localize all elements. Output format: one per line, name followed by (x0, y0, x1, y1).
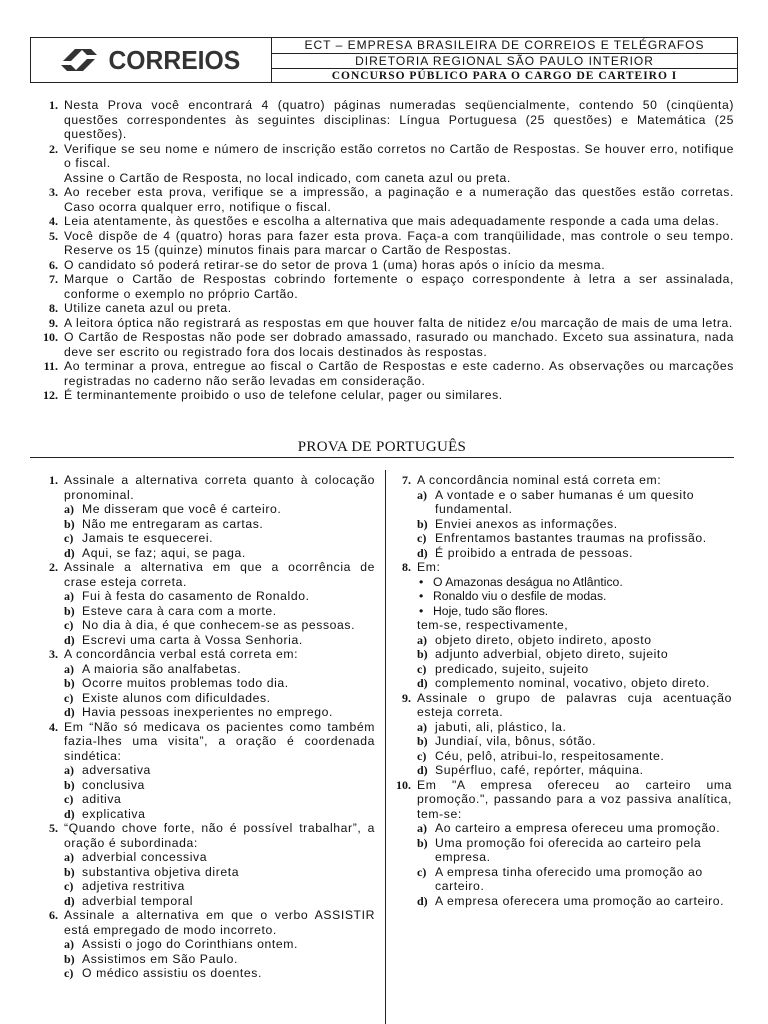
option-letter: a) (64, 502, 74, 516)
option-letter: b) (417, 516, 428, 531)
answer-option (383, 865, 732, 894)
option-text: Fui à festa do casamento de Ronaldo. (82, 589, 310, 603)
answer-option (30, 792, 375, 807)
question-number: 7. (402, 473, 411, 487)
option-text: Jamais te esquecerei. (82, 531, 214, 545)
option-text: Ocorre muitos problemas todo dia. (82, 676, 289, 690)
answer-option (383, 546, 732, 561)
instruction-text-line: Nesta Prova você encontrará 4 (quatro) páginas numeradas seqüencialmente, contendo 50 (cinqüenta) questões correspondentes às seguintes disciplinas: Língua Portuguesa (25 questões) e Matemática (25 questões). (64, 98, 734, 141)
instruction-item (30, 185, 734, 214)
instruction-item (30, 142, 734, 186)
instruction-number: 8. (49, 301, 58, 315)
question-item (30, 720, 375, 764)
instruction-text-line: Utilize caneta azul ou preta. (64, 301, 232, 315)
option-letter: c) (64, 792, 74, 806)
option-text: Havia pessoas inexperientes no emprego. (82, 705, 334, 719)
question-text: Em "A empresa ofereceu ao carteiro uma promoção.", passando para a voz passiva analítica, tem-se: (417, 777, 732, 821)
option-letter: a) (64, 589, 74, 603)
option-letter: d) (64, 806, 75, 821)
option-letter: c) (417, 864, 427, 879)
instruction-text (64, 388, 734, 403)
option-letter: b) (64, 603, 75, 618)
option-letter: d) (417, 676, 428, 690)
answer-option (30, 879, 375, 894)
answer-option (30, 865, 375, 880)
instruction-number: 2. (49, 141, 58, 156)
answer-option (30, 662, 375, 677)
bullet-icon: • (419, 574, 424, 589)
option-text: Me disseram que você é carteiro. (82, 502, 282, 516)
option-text: aditiva (82, 792, 122, 806)
instruction-item (30, 272, 734, 301)
correios-logo (31, 38, 272, 82)
answer-option (30, 618, 375, 633)
answer-option (30, 705, 375, 720)
option-text: Não me entregaram as cartas. (82, 516, 264, 531)
option-letter: d) (64, 632, 75, 647)
header-line-2: DIRETORIA REGIONAL SÃO PAULO INTERIOR (272, 54, 737, 70)
instruction-text-line: Ao receber esta prova, verifique se a impressão, a paginação e a numeração das questões estão corretas. Caso ocorra qualquer erro, notifique o fiscal. (64, 185, 734, 214)
question-text: Assinale a alternativa correta quanto à colocação pronominal. (64, 473, 375, 502)
option-letter: d) (64, 705, 75, 719)
option-letter: c) (64, 966, 74, 980)
option-text: jabuti, ali, plástico, la. (435, 719, 567, 734)
instruction-number: 9. (49, 315, 58, 330)
answer-option (383, 749, 732, 764)
instruction-number: 12. (43, 388, 58, 402)
answer-option (383, 633, 732, 648)
answer-option (30, 633, 375, 648)
question-subtext: tem-se, respectivamente, (417, 618, 569, 632)
bullet-text: O Amazonas deságua no Atlântico. (433, 574, 623, 589)
instruction-text (64, 330, 734, 359)
option-letter: b) (64, 864, 75, 879)
question-number: 10. (396, 777, 411, 792)
option-text: predicado, sujeito, sujeito (435, 661, 589, 676)
answer-option (383, 647, 732, 662)
question-number: 1. (49, 473, 58, 487)
question-number: 9. (402, 690, 411, 705)
answer-option (30, 604, 375, 619)
bullet-item (383, 589, 732, 604)
answer-option (383, 488, 732, 517)
option-text: conclusiva (82, 777, 145, 792)
instruction-item (30, 330, 734, 359)
question-number: 6. (49, 908, 58, 922)
option-text: Aqui, se faz; aqui, se paga. (82, 545, 246, 560)
instruction-number: 5. (49, 228, 58, 243)
answer-option (30, 952, 375, 967)
option-text: O médico assistiu os doentes. (82, 966, 262, 980)
section-divider (30, 457, 734, 458)
option-letter: a) (64, 850, 74, 864)
option-text: substantiva objetiva direta (82, 864, 240, 879)
option-text: Enfrentamos bastantes traumas na profissão. (435, 531, 707, 545)
bullet-text: Hoje, tudo são flores. (433, 603, 549, 618)
answer-option (30, 502, 375, 517)
instruction-number: 1. (49, 98, 58, 112)
answer-option (383, 763, 732, 778)
answer-option (30, 531, 375, 546)
option-letter: a) (64, 763, 74, 777)
option-text: Existe alunos com dificuldades. (82, 690, 271, 705)
option-text: Enviei anexos as informações. (435, 516, 618, 531)
question-item (30, 560, 375, 589)
instruction-text-line: Você dispõe de 4 (quatro) horas para fazer esta prova. Faça-a com tranqüilidade, mas controle o seu tempo. Reserve os 15 (quinze) minutos finais para marcar o Cartão de Respostas. (64, 228, 734, 257)
option-text: complemento nominal, vocativo, objeto direto. (435, 676, 710, 690)
question-item (383, 473, 732, 488)
instruction-text (64, 185, 734, 214)
option-text: Uma promoção foi oferecida ao carteiro pela empresa. (435, 835, 702, 864)
instruction-item (30, 316, 734, 331)
instruction-number: 3. (49, 185, 58, 199)
answer-option (383, 662, 732, 677)
questions-right-column (383, 473, 732, 908)
question-text: “Quando chove forte, não é possível trabalhar”, a oração é subordinada: (64, 821, 375, 850)
instruction-number: 4. (49, 214, 58, 228)
instruction-text (64, 359, 734, 388)
instruction-number: 7. (49, 272, 58, 286)
header-line-1: ECT – EMPRESA BRASILEIRA DE CORREIOS E TELÉGRAFOS (272, 38, 737, 54)
option-letter: a) (64, 661, 74, 676)
answer-option (30, 589, 375, 604)
option-letter: b) (417, 835, 428, 850)
option-text: Ao carteiro a empresa ofereceu uma promoção. (435, 821, 721, 835)
answer-option (30, 807, 375, 822)
bullet-icon: • (419, 589, 424, 603)
answer-option (30, 966, 375, 981)
option-letter: a) (417, 632, 427, 647)
option-text: adverbial temporal (82, 893, 194, 908)
question-number: 2. (49, 560, 58, 574)
answer-option (383, 821, 732, 836)
option-letter: c) (64, 618, 74, 632)
answer-option (30, 691, 375, 706)
question-text: Assinale a alternativa em que a ocorrência de crase esteja correta. (64, 560, 375, 589)
instruction-text-line: Leia atentamente, às questões e escolha a alternativa que mais adequadamente responde a cada uma delas. (64, 214, 720, 228)
option-letter: d) (64, 893, 75, 908)
option-text: Supérfluo, café, repórter, máquina. (435, 763, 644, 777)
option-letter: d) (417, 545, 428, 560)
question-text: A concordância verbal está correta em: (64, 647, 299, 661)
answer-option (30, 937, 375, 952)
instruction-text (64, 272, 734, 301)
answer-option (30, 546, 375, 561)
instruction-number: 10. (43, 330, 58, 344)
answer-option (383, 531, 732, 546)
instruction-text-line: A leitora óptica não registrará as respostas em que houver falta de nitidez e/ou marcação de mais de uma letra. (64, 315, 733, 330)
question-item (30, 908, 375, 937)
instructions-list (30, 98, 734, 403)
option-text: Escrevi uma carta à Vossa Senhoria. (82, 632, 303, 647)
bullet-item (383, 575, 732, 590)
option-letter: c) (417, 531, 427, 545)
option-text: Jundiaí, vila, bônus, sótão. (435, 734, 597, 748)
question-item (383, 560, 732, 575)
instruction-number: 6. (49, 257, 58, 272)
option-letter: d) (417, 763, 428, 777)
option-text: Assistimos em São Paulo. (82, 951, 238, 966)
instruction-text (64, 142, 734, 186)
answer-option (30, 778, 375, 793)
instruction-text (64, 214, 734, 229)
option-letter: a) (417, 821, 427, 835)
option-text: adversativa (82, 763, 151, 777)
bullet-text: Ronaldo viu o desfile de modas. (433, 589, 607, 603)
option-text: adjetiva restritiva (82, 879, 185, 893)
instruction-text-line: Assine o Cartão de Resposta, no local indicado, com caneta azul ou preta. (64, 170, 511, 185)
instruction-text-line: Verifique se seu nome e número de inscrição estão corretos no Cartão de Respostas. Se houver erro, notifique o fiscal. (64, 141, 734, 170)
option-text: objeto direto, objeto indireto, aposto (435, 632, 652, 647)
answer-option (383, 734, 732, 749)
logo-wordmark: CORREIOS (108, 44, 240, 75)
instruction-text-line: É terminantemente proibido o uso de telefone celular, pager ou similares. (64, 388, 503, 402)
option-letter: b) (64, 951, 75, 966)
option-text: No dia à dia, é que conhecem-se as pessoas. (82, 618, 356, 632)
bullet-icon: • (419, 603, 424, 618)
question-item (383, 691, 732, 720)
question-number: 3. (49, 647, 58, 661)
instruction-text-line: O Cartão de Respostas não pode ser dobrado amassado, rasurado ou manchado. Exceto sua assinatura, nada deve ser escrito ou registrado fora dos locais destinados às respostas. (64, 330, 734, 359)
answer-option (30, 763, 375, 778)
option-text: adjunto adverbial, objeto direto, sujeito (435, 647, 669, 661)
option-text: A vontade e o saber humanas é um quesito fundamental. (435, 487, 695, 516)
instruction-item (30, 258, 734, 273)
question-text: Em: (417, 560, 441, 574)
option-text: explicativa (82, 806, 146, 821)
question-number: 8. (402, 560, 411, 574)
question-text: Em “Não só medicava os pacientes como também fazia-lhes uma visita”, a oração é coordenada sindética: (64, 719, 375, 763)
option-letter: c) (64, 690, 74, 705)
answer-option (30, 894, 375, 909)
option-letter: b) (417, 734, 428, 748)
instruction-text-line: Marque o Cartão de Respostas cobrindo fortemente o espaço correspondente à letra a ser assinalada, conforme o exemplo no próprio Cartão. (64, 272, 734, 301)
option-text: A empresa tinha oferecido uma promoção ao carteiro. (435, 864, 703, 893)
correios-logo-icon (59, 43, 99, 77)
option-text: É proibido a entrada de pessoas. (435, 545, 634, 560)
header-line-3: CONCURSO PÚBLICO PARA O CARGO DE CARTEIRO I (331, 70, 678, 82)
instruction-text (64, 301, 734, 316)
questions-left-column (30, 473, 375, 981)
bullet-item (383, 604, 732, 619)
answer-option (30, 517, 375, 532)
option-letter: a) (417, 487, 427, 502)
answer-option (383, 836, 732, 865)
instruction-item (30, 229, 734, 258)
answer-option (383, 517, 732, 532)
option-text: A maioria são analfabetas. (82, 661, 242, 676)
instruction-item (30, 214, 734, 229)
question-number: 4. (49, 719, 58, 734)
answer-option (383, 676, 732, 691)
instruction-text (64, 316, 734, 331)
option-letter: c) (417, 748, 427, 763)
answer-option (383, 894, 732, 909)
answer-option (30, 676, 375, 691)
instruction-number: 11. (43, 359, 58, 373)
instruction-item (30, 388, 734, 403)
instruction-item (30, 98, 734, 142)
question-item (30, 821, 375, 850)
question-number: 5. (49, 821, 58, 835)
answer-option (30, 850, 375, 865)
option-letter: b) (417, 647, 428, 661)
question-item (30, 473, 375, 502)
question-text: Assinale a alternativa em que o verbo ASSISTIR está empregado de modo incorreto. (64, 908, 375, 937)
question-item (383, 778, 732, 822)
option-letter: a) (417, 719, 427, 734)
option-text: Assisti o jogo do Corinthians ontem. (82, 937, 299, 951)
instruction-text (64, 98, 734, 142)
question-text: A concordância nominal está correta em: (417, 473, 662, 487)
option-letter: c) (64, 531, 74, 545)
option-letter: d) (64, 545, 75, 560)
option-letter: b) (64, 516, 75, 531)
section-title: PROVA DE PORTUGUÊS (297, 439, 467, 455)
option-letter: d) (417, 893, 428, 908)
option-letter: b) (64, 676, 75, 690)
option-text: A empresa oferecera uma promoção ao carteiro. (435, 893, 725, 908)
instruction-text-line: O candidato só poderá retirar-se do setor de prova 1 (uma) horas após o início da mesma. (64, 257, 606, 272)
option-text: adverbial concessiva (82, 850, 208, 864)
question-text: Assinale o grupo de palavras cuja acentuação esteja correta. (417, 690, 732, 719)
option-letter: b) (64, 777, 75, 792)
exam-header (30, 37, 738, 83)
option-letter: a) (64, 937, 74, 951)
instruction-item (30, 301, 734, 316)
option-letter: c) (417, 661, 427, 676)
option-text: Esteve cara à cara com a morte. (82, 603, 277, 618)
option-text: Céu, pelô, atribui-lo, respeitosamente. (435, 748, 665, 763)
instruction-text (64, 229, 734, 258)
instruction-text (64, 258, 734, 273)
answer-option (383, 720, 732, 735)
instruction-item (30, 359, 734, 388)
option-letter: c) (64, 879, 74, 893)
question-item (30, 647, 375, 662)
instruction-text-line: Ao terminar a prova, entregue ao fiscal o Cartão de Respostas e este caderno. As observações ou marcações registradas no caderno não serão levadas em consideração. (64, 359, 734, 388)
